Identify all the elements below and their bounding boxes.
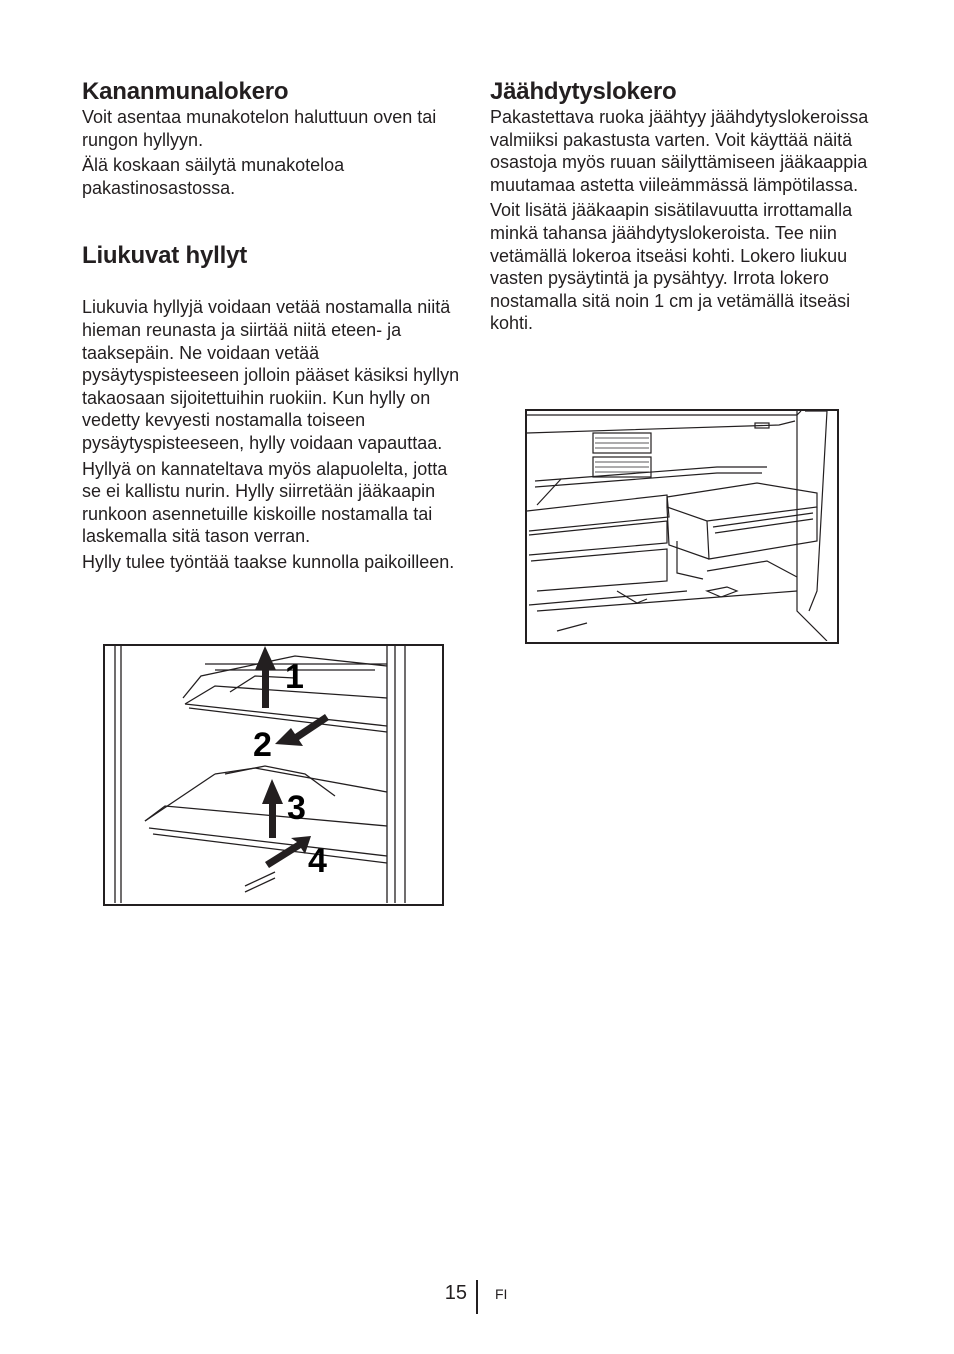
chill-compartment-illustration	[525, 409, 839, 644]
page-number: 15	[444, 1282, 467, 1304]
sliding-shelves-heading: Liukuvat hyllyt	[82, 242, 248, 270]
callout-3: 3	[287, 789, 306, 827]
callout-2: 2	[253, 726, 272, 764]
footer-divider	[476, 1280, 478, 1314]
callout-1: 1	[285, 658, 304, 696]
language-code: FI	[495, 1286, 508, 1302]
sliding-shelves-paragraph-1: Liukuvia hyllyjä voidaan vetää nostamalla niitä hieman reunasta ja siirtää niitä eteen- ja taaksepäin. Ne voidaan vetää pysäytyspisteeseen jolloin pääset käsiksi hyllyn takaosaan sijoitettuihin ruokiin. Kun hylly on vedetty kevyesti nostamalla toiseen pysäytyspisteeseen, hylly voidaan vapauttaa.	[82, 297, 460, 453]
chill-compartment-heading: Jäähdytyslokero	[490, 78, 677, 105]
chill-compartment-paragraph-1: Pakastettava ruoka jäähtyy jäähdytyslokeroissa valmiiksi pakastusta varten. Voit käyttää näitä osastoja myös ruuan säilyttämiseen jääkaappia muutamaa astetta viileämmässä lämpötilassa.	[490, 107, 869, 195]
sliding-shelves-paragraph-2: Hyllyä on kannateltava myös alapuolelta, jotta se ei kallistu nurin. Hylly siirretään jääkaapin runkoon asennetuille kiskoille nostamalla tai laskemalla sitä tason verran.	[82, 458, 448, 547]
page-footer	[0, 1280, 954, 1320]
egg-tray-heading: Kananmunalokero	[82, 78, 289, 105]
right-column	[490, 78, 875, 338]
egg-tray-paragraph-1: Voit asentaa munakotelon haluttuun oven tai rungon hyllyyn.	[82, 107, 437, 150]
callout-4: 4	[308, 842, 327, 880]
egg-tray-paragraph-2: Älä koskaan säilytä munakoteloa pakastinosastossa.	[82, 155, 345, 198]
sliding-shelves-body	[82, 296, 460, 573]
sliding-shelves-illustration	[103, 644, 444, 906]
left-column	[82, 78, 460, 577]
chill-compartment-paragraph-2: Voit lisätä jääkaapin sisätilavuutta irrottamalla minkä tahansa jäähdytyslokeroista. Tee niin vetämällä lokeroa itseäsi kohti. Lokero liukuu vasten pysäytintä ja pysähtyy. Irrota lokero nostamalla sitä noin 1 cm ja vetämällä itseäsi kohti.	[490, 200, 853, 334]
sliding-shelves-paragraph-3: Hylly tulee työntää taakse kunnolla paikoilleen.	[82, 551, 455, 572]
